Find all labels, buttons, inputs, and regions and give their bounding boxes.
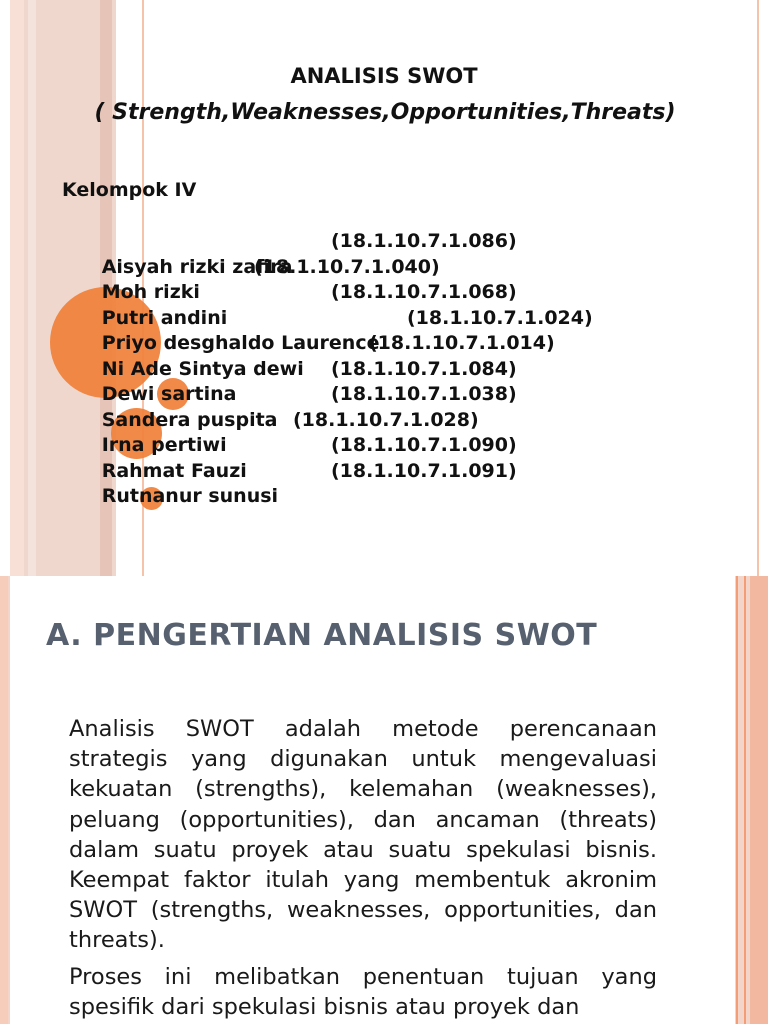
member-name: Putri andini (101, 306, 228, 329)
section-body (69, 714, 657, 1024)
decor-stripe (28, 0, 36, 576)
member-nim: (18.1.10.7.1.084) (331, 357, 517, 380)
member-nim: (18.1.10.7.1.091) (331, 459, 517, 482)
member-name: Rahmat Fauzi (101, 459, 247, 482)
member-nim: (18.1.10.7.1.024) (407, 306, 593, 329)
member-name: Irna pertiwi (101, 434, 227, 456)
decor-line (757, 0, 759, 576)
member-list (62, 229, 593, 507)
member-name: Priyo desghaldo Laurence (101, 332, 380, 354)
section-heading: A. PENGERTIAN ANALISIS SWOT (46, 618, 598, 653)
member-name: Dewi sartina (101, 383, 237, 405)
member-name: Moh rizki (101, 281, 200, 303)
slide-subtitle: ( Strength,Weaknesses,Opportunities,Threats) (94, 100, 676, 125)
member-name: Sandera puspita (101, 408, 278, 431)
decor-line (736, 576, 738, 1024)
member-nim: (18.1.10.7.1.014) (369, 332, 555, 354)
group-label: Kelompok IV (62, 179, 197, 201)
member-nim: (18.1.10.7.1.090) (331, 434, 517, 456)
decor-stripe (10, 0, 24, 576)
body-paragraph: Analisis SWOT adalah metode perencanaan strategis yang digunakan untuk mengevaluasi kekuatan (strengths), kelemahan (weaknesses), peluang (opportunities), dan ancaman (threats) dalam suatu proyek atau suatu spekulasi bisnis. Keempat faktor itulah yang membentuk akronim SWOT (strengths, weaknesses, opportunities, dan threats). (69, 716, 657, 954)
slide-content (0, 576, 768, 1024)
decor-line (744, 576, 746, 1024)
member-nim: (18.1.10.7.1.028) (293, 408, 479, 431)
member-name: Aisyah rizki zafira (101, 255, 293, 278)
member-name: Rutnanur sunusi (101, 485, 279, 507)
decor-stripe (750, 576, 768, 1024)
member-nim: (18.1.10.7.1.040) (254, 255, 440, 278)
member-row (62, 459, 517, 507)
decor-stripe (0, 576, 8, 1024)
body-paragraph: Proses ini melibatkan penentuan tujuan yang spesifik dari spekulasi bisnis atau proyek dan (69, 963, 657, 1020)
member-nim: (18.1.10.7.1.068) (331, 281, 517, 303)
slide-title-heading: ANALISIS SWOT (290, 64, 478, 88)
member-nim: (18.1.10.7.1.086) (331, 230, 517, 252)
member-name: Ni Ade Sintya dewi (101, 357, 304, 380)
member-nim: (18.1.10.7.1.038) (331, 383, 517, 405)
